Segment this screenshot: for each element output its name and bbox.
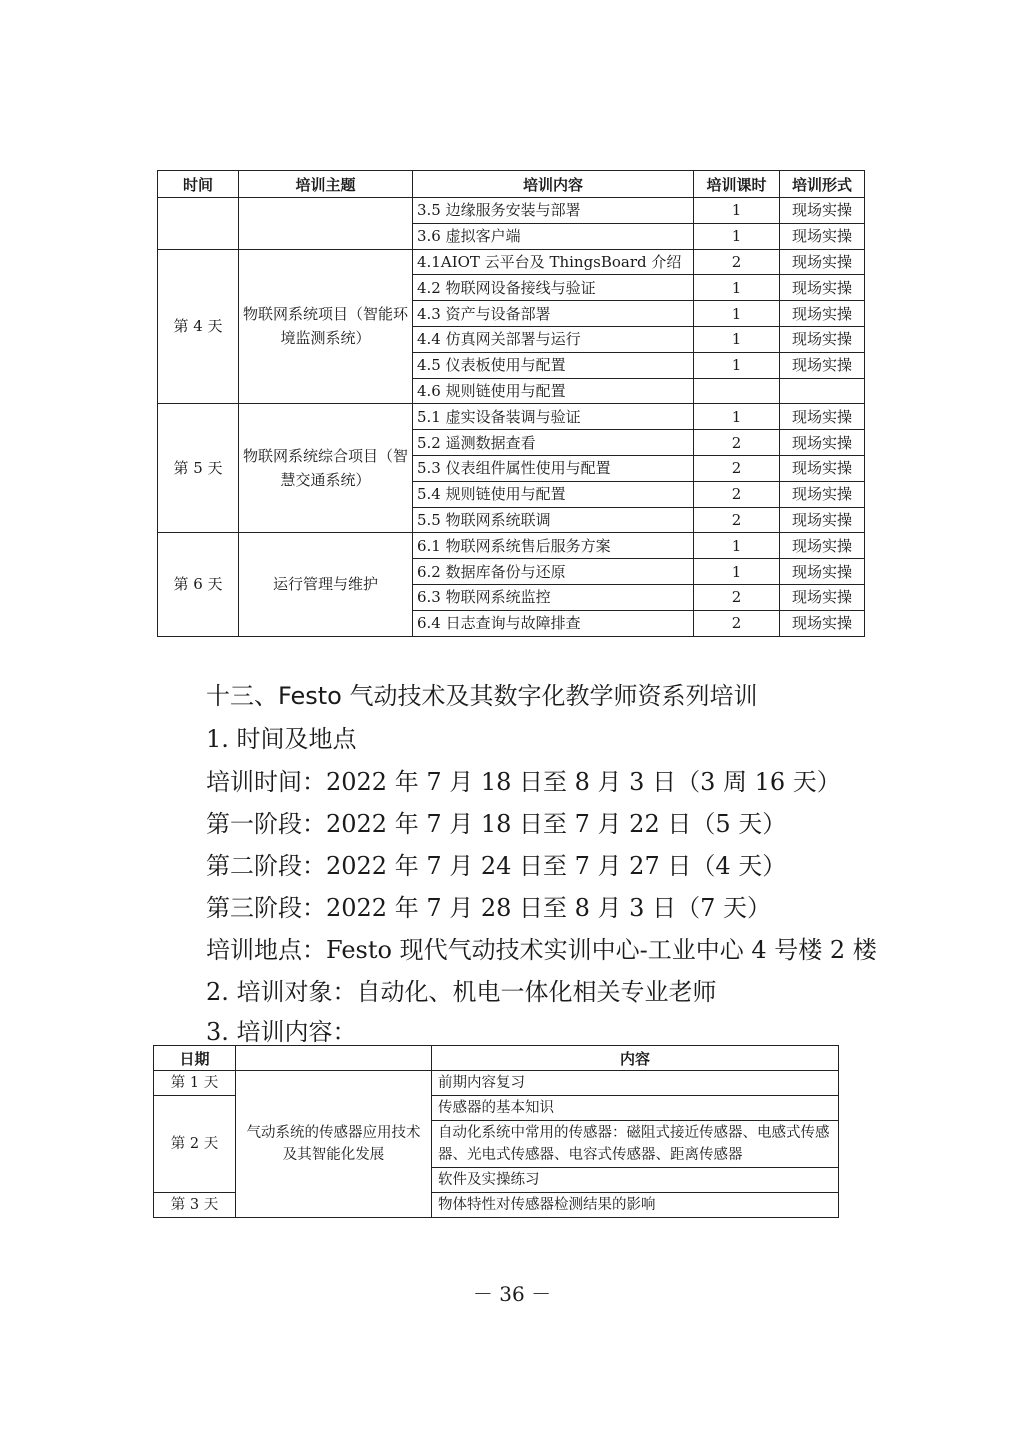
- section-heading: 十三、Festo 气动技术及其数字化教学师资系列培训: [206, 682, 758, 710]
- form-cell: 现场实操: [780, 455, 865, 481]
- stage-three: 第三阶段：2022 年 7 月 28 日至 8 月 3 日（7 天）: [206, 894, 771, 922]
- item-content: 3. 培训内容：: [206, 1018, 357, 1046]
- form-cell: 现场实操: [780, 610, 865, 636]
- col-header-content: 培训内容: [413, 171, 694, 198]
- item-audience: 2. 培训对象：自动化、机电一体化相关专业老师: [206, 978, 717, 1006]
- content-cell: 6.3 物联网系统监控: [413, 584, 694, 610]
- col-header-hours: 培训课时: [694, 171, 780, 198]
- table-row: [154, 1071, 839, 1096]
- content-cell: 传感器的基本知识: [432, 1096, 839, 1121]
- table-row: [158, 404, 865, 430]
- content-cell: 6.2 数据库备份与还原: [413, 559, 694, 585]
- col-header-topic: [236, 1046, 432, 1071]
- hours-cell: 2: [694, 610, 780, 636]
- content-cell: 6.4 日志查询与故障排查: [413, 610, 694, 636]
- day-cell: 第 2 天: [154, 1096, 236, 1193]
- hours-cell: 1: [694, 198, 780, 224]
- table-header-row: [158, 171, 865, 198]
- content-cell: 4.1AIOT 云平台及 ThingsBoard 介绍: [413, 249, 694, 275]
- form-cell: 现场实操: [780, 533, 865, 559]
- col-header-form: 培训形式: [780, 171, 865, 198]
- content-cell: 5.3 仪表组件属性使用与配置: [413, 455, 694, 481]
- day-cell: 第 4 天: [158, 249, 239, 404]
- form-cell: 现场实操: [780, 198, 865, 224]
- day-cell-empty: [158, 198, 239, 250]
- content-cell: 4.5 仪表板使用与配置: [413, 352, 694, 378]
- content-cell: 3.6 虚拟客户端: [413, 223, 694, 249]
- day-cell: 第 6 天: [158, 533, 239, 636]
- hours-cell: 1: [694, 559, 780, 585]
- hours-cell: 1: [694, 404, 780, 430]
- hours-cell: 1: [694, 275, 780, 301]
- col-header-time: 时间: [158, 171, 239, 198]
- table-row: [158, 249, 865, 275]
- topic-cell-empty: [239, 198, 413, 250]
- day-cell: 第 3 天: [154, 1193, 236, 1218]
- content-cell: 5.4 规则链使用与配置: [413, 481, 694, 507]
- hours-cell: 2: [694, 430, 780, 456]
- content-cell: 3.5 边缘服务安装与部署: [413, 198, 694, 224]
- content-cell: 软件及实操练习: [432, 1168, 839, 1193]
- content-cell: 4.3 资产与设备部署: [413, 301, 694, 327]
- hours-cell: 1: [694, 326, 780, 352]
- day-cell: 第 5 天: [158, 404, 239, 533]
- item-time-location: 1. 时间及地点: [206, 725, 357, 753]
- content-cell: 4.4 仿真网关部署与运行: [413, 326, 694, 352]
- day-cell: 第 1 天: [154, 1071, 236, 1096]
- form-cell: 现场实操: [780, 301, 865, 327]
- hours-cell: 2: [694, 507, 780, 533]
- table-row: [158, 533, 865, 559]
- stage-two: 第二阶段：2022 年 7 月 24 日至 7 月 27 日（4 天）: [206, 852, 787, 880]
- content-cell: 5.1 虚实设备装调与验证: [413, 404, 694, 430]
- topic-cell: 物联网系统项目（智能环境监测系统）: [239, 249, 413, 404]
- training-time: 培训时间：2022 年 7 月 18 日至 8 月 3 日（3 周 16 天）: [206, 768, 841, 796]
- form-cell: 现场实操: [780, 404, 865, 430]
- form-cell: 现场实操: [780, 352, 865, 378]
- hours-cell: 2: [694, 455, 780, 481]
- page-number: － 36 －: [472, 1282, 552, 1306]
- table-row: [158, 198, 865, 224]
- training-location: 培训地点：Festo 现代气动技术实训中心-工业中心 4 号楼 2 楼: [206, 936, 877, 964]
- hours-cell: 2: [694, 249, 780, 275]
- content-cell: 6.1 物联网系统售后服务方案: [413, 533, 694, 559]
- content-cell: 前期内容复习: [432, 1071, 839, 1096]
- form-cell: 现场实操: [780, 275, 865, 301]
- content-cell: 4.6 规则链使用与配置: [413, 378, 694, 404]
- col-header-topic: 培训主题: [239, 171, 413, 198]
- hours-cell: 1: [694, 223, 780, 249]
- col-header-date: 日期: [154, 1046, 236, 1071]
- table-header-row: [154, 1046, 839, 1071]
- topic-cell: 气动系统的传感器应用技术及其智能化发展: [236, 1071, 432, 1218]
- form-cell: 现场实操: [780, 507, 865, 533]
- training-schedule-table: [157, 170, 865, 637]
- form-cell: 现场实操: [780, 430, 865, 456]
- topic-cell: 运行管理与维护: [239, 533, 413, 636]
- form-cell: 现场实操: [780, 326, 865, 352]
- form-cell: 现场实操: [780, 223, 865, 249]
- content-cell: 4.2 物联网设备接线与验证: [413, 275, 694, 301]
- hours-cell: 2: [694, 584, 780, 610]
- hours-cell: 1: [694, 301, 780, 327]
- col-header-content: 内容: [432, 1046, 839, 1071]
- content-cell: 物体特性对传感器检测结果的影响: [432, 1193, 839, 1218]
- form-cell: 现场实操: [780, 481, 865, 507]
- content-cell: 5.5 物联网系统联调: [413, 507, 694, 533]
- content-cell: 自动化系统中常用的传感器：磁阻式接近传感器、电感式传感器、光电式传感器、电容式传感器、距离传感器: [432, 1121, 839, 1168]
- hours-cell: 1: [694, 533, 780, 559]
- stage-one: 第一阶段：2022 年 7 月 18 日至 7 月 22 日（5 天）: [206, 810, 787, 838]
- form-cell: 现场实操: [780, 584, 865, 610]
- content-cell: 5.2 遥测数据查看: [413, 430, 694, 456]
- hours-cell: [694, 378, 780, 404]
- hours-cell: 2: [694, 481, 780, 507]
- festo-content-table: [153, 1045, 839, 1218]
- form-cell: 现场实操: [780, 249, 865, 275]
- topic-cell: 物联网系统综合项目（智慧交通系统）: [239, 404, 413, 533]
- form-cell: [780, 378, 865, 404]
- hours-cell: 1: [694, 352, 780, 378]
- form-cell: 现场实操: [780, 559, 865, 585]
